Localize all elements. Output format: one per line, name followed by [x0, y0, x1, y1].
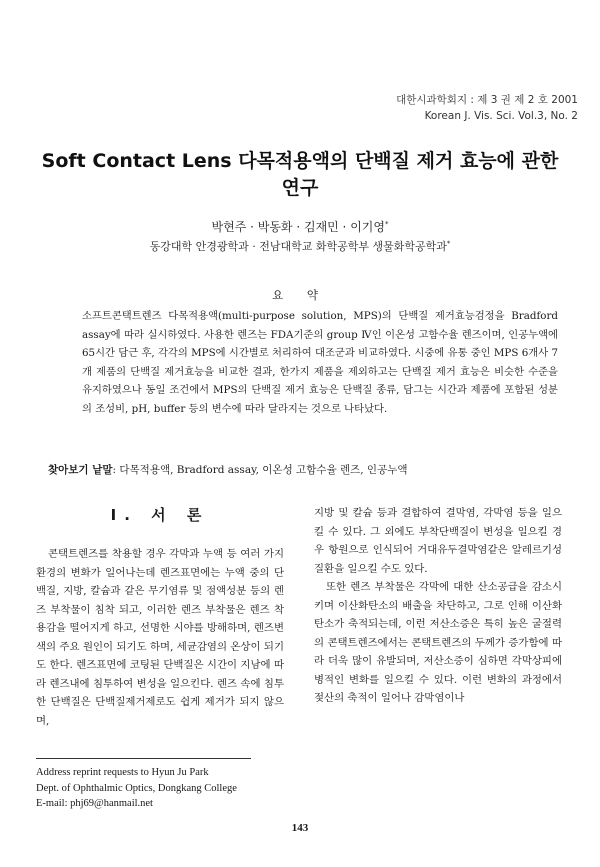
affiliation	[30, 238, 570, 254]
footnote-divider	[36, 758, 251, 759]
footnote-department-line: Dept. of Ophthalmic Optics, Dongkang College	[36, 782, 237, 794]
journal-english-citation: Korean J. Vis. Sci. Vol.3, No. 2	[424, 110, 578, 122]
author-list	[30, 218, 570, 235]
paper-title: Soft Contact Lens 다목적용액의 단백질 제거 효능에 관한 연구	[41, 150, 559, 199]
intro-paragraph-right-1: 지방 및 칼슘 등과 결합하여 결막염, 각막염 등을 일으킬 수 있다. 그 외에도 부착단백질이 변성을 일으킬 경우 항원으로 인식되어 거대유두결막염같은 알레르기성 질환을 일으킬 수도 있다.	[314, 507, 562, 575]
footnote-reprint-line: Address reprint requests to Hyun Ju Park	[36, 767, 209, 778]
footnote	[36, 765, 336, 812]
journal-header	[396, 92, 578, 124]
author-names: 박현주 · 박동화 · 김재민 · 이기영	[211, 220, 385, 234]
section-heading-introduction: Ⅰ. 서 론	[110, 506, 210, 524]
page-number: 143	[291, 822, 309, 834]
intro-paragraph-right-2: 또한 렌즈 부착물은 각막에 대한 산소공급을 감소시키며 이산화탄소의 배출을 차단하고, 그로 인해 이산화탄소가 축적되는데, 이런 저산소증은 특히 높은 굴절력의 콘택트렌즈에서는 콘택트렌즈의 두께가 증가함에 따라 더욱 많이 유발되며, 저산소증이 심하면 각막상피에 병적인 변화를 일으킬 수 있다. 이런 변화의 과정에서 젖산의 축적이 일어나 감막염이나	[314, 581, 562, 704]
left-column	[36, 498, 284, 730]
abstract-text: 소프트콘택트렌즈 다목적용액(multi-purpose solution, MPS)의 단백질 제거효능검정을 Bradford assay에 따라 실시하였다. 사용한 렌즈는 FDA기준의 group Ⅳ인 이온성 고함수율 렌즈이며, 인공누액에 65시간 담근 후, 각각의 MPS에 시간별로 처리하여 대조군과 비교하였다. 시중에 유통 중인 MPS 6개사 7개 제품의 단백질 제거효능을 비교한 결과, 한가지 제품을 제외하고는 단백질 제거 효능은 비슷한 수준을 유지하였으나 동일 조건에서 MPS의 단백질 제거 효능은 단백질 종류, 담그는 시간과 제품에 포함된 성분의 조성비, pH, buffer 등의 변수에 따라 달라지는 것으로 나타났다.	[82, 310, 558, 415]
affiliation-text: 동강대학 안경광학과 · 전남대학교 화학공학부 생물화학공학과	[149, 240, 447, 253]
journal-korean-citation: 대한시과학회지 : 제 3 권 제 2 호 2001	[396, 94, 578, 106]
keywords-line	[48, 462, 568, 477]
author-affiliation-mark: *	[384, 220, 389, 228]
right-column	[314, 504, 562, 708]
footnote-email-line: E-mail: phj69@hanmail.net	[36, 798, 153, 809]
keywords-text: : 다목적용액, Bradford assay, 이온성 고함수율 렌즈, 인공누액	[112, 464, 408, 476]
abstract-heading: 요 약	[272, 288, 328, 302]
keywords-label: 찾아보기 낱말	[48, 464, 113, 476]
intro-paragraph-left: 콘택트렌즈를 착용할 경우 각막과 누액 등 여러 가지 환경의 변화가 일어나는데 렌즈표면에는 누액 중의 단백질, 지방, 칼슘과 같은 무기염류 및 점액성분 등의 렌즈 부착물이 침착 되고, 이러한 렌즈 부착물은 렌즈 착용감을 떨어지게 하고, 선명한 시야를 방해하며, 렌즈변색의 주요 원인이 되기도 하며, 세균감염의 온상이 되기도 한다. 렌즈표면에 코팅된 단백질은 시간이 지남에 따라 렌즈내에 침투하여 변성을 일으킨다. 렌즈 속에 침투한 단백질은 단백질제거제로도 쉽게 제거가 되지 않으며,	[36, 548, 284, 727]
affiliation-mark: *	[446, 239, 451, 248]
